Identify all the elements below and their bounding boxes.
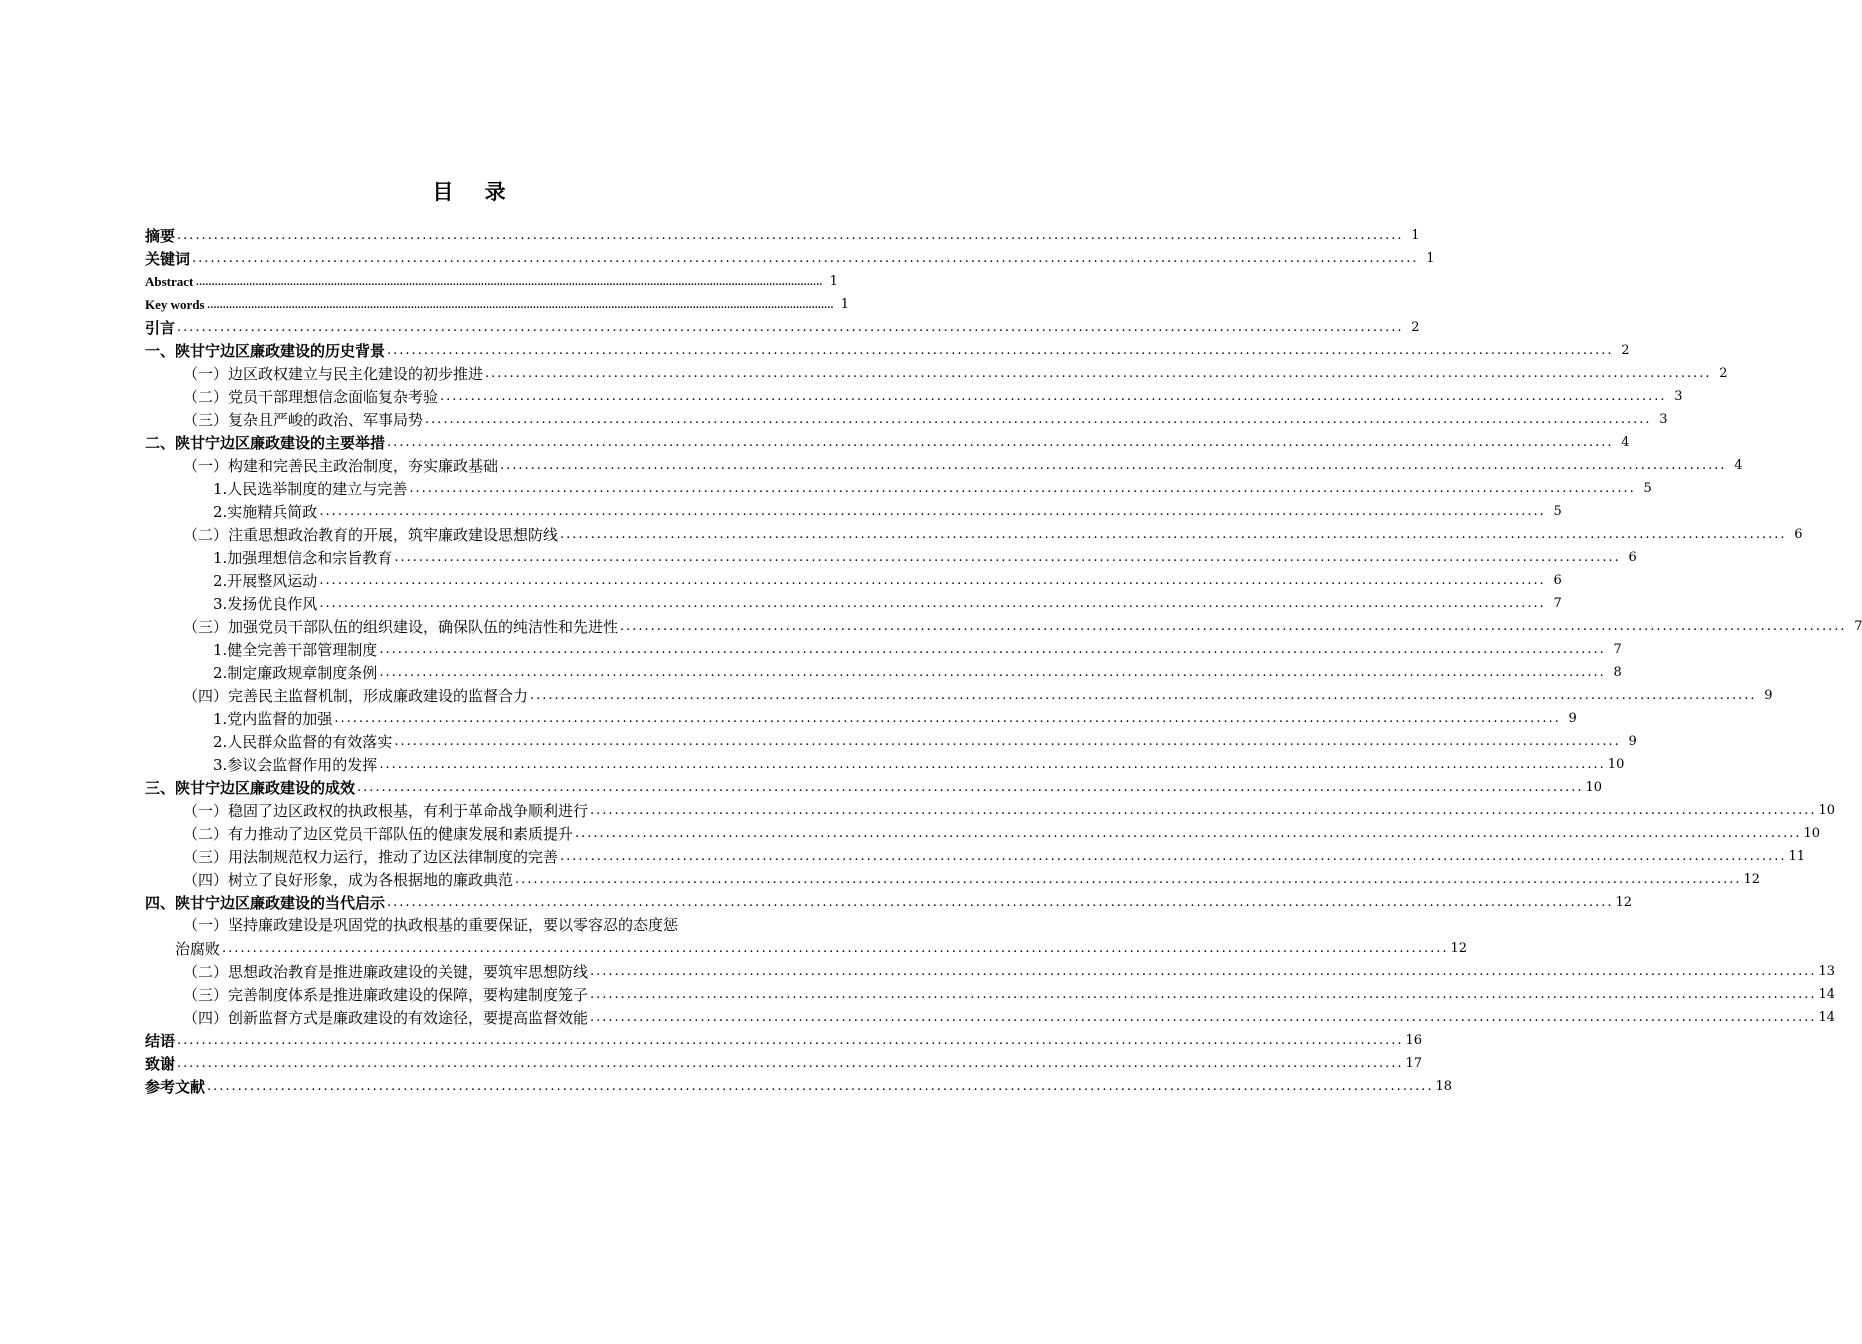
toc-entry[interactable] (145, 385, 1683, 408)
toc-entry[interactable] (145, 707, 1577, 730)
toc-page-number: 11 (1788, 849, 1806, 864)
toc-entry[interactable] (145, 247, 1435, 270)
table-of-contents (145, 224, 1862, 1098)
toc-entry-label: （一）坚持廉政建设是巩固党的执政根基的重要保证，要以零容忍的态度惩 (183, 916, 679, 934)
toc-entry[interactable] (145, 546, 1637, 569)
dot-leader: ........................................................................................................................................................................................................ (575, 826, 1802, 841)
toc-page-number: 12 (1450, 941, 1468, 956)
toc-entry[interactable] (145, 799, 1836, 822)
toc-entry-label: （一）构建和完善民主政治制度，夯实廉政基础 (183, 457, 499, 475)
dot-leader: ........................................................................................................................................................................................................ (319, 573, 1546, 588)
dot-leader: ........................................................................................................................................................................................................ (357, 780, 1584, 795)
toc-entry-label: （四）树立了良好形象，成为各根据地的廉政典范 (183, 871, 514, 889)
toc-entry[interactable] (145, 523, 1803, 546)
dot-leader: ........................................................................................................................................................................................................ (409, 481, 1636, 496)
toc-page-number: 14 (1818, 987, 1836, 1002)
toc-page-number: 16 (1405, 1033, 1423, 1048)
dot-leader: ........................................................................................................................................................................................................ (590, 987, 1817, 1002)
toc-page-number: 10 (1607, 757, 1625, 772)
dot-leader: ........................................................................................................................................................................................................ (590, 964, 1817, 979)
toc-entry[interactable] (145, 868, 1761, 891)
dot-leader: ........................................................................................................................................................................................................ (195, 274, 822, 289)
toc-entry-label: 四、陕甘宁边区廉政建设的当代启示 (145, 894, 386, 912)
toc-entry[interactable] (145, 454, 1743, 477)
dot-leader: ........................................................................................................................................................................................................ (387, 895, 1614, 910)
dot-leader: ........................................................................................................................................................................................................ (560, 527, 1787, 542)
dot-leader: ........................................................................................................................................................................................................ (207, 1079, 1434, 1094)
dot-leader: ........................................................................................................................................................................................................ (620, 619, 1847, 634)
dot-leader: ........................................................................................................................................................................................................ (177, 1033, 1404, 1048)
toc-entry[interactable] (145, 661, 1622, 684)
toc-page-number: 10 (1585, 780, 1603, 795)
dot-leader: ........................................................................................................................................................................................................ (379, 757, 1606, 772)
toc-entry[interactable] (145, 983, 1836, 1006)
toc-entry[interactable] (145, 569, 1562, 592)
toc-page-number: 9 (1568, 711, 1577, 726)
toc-page-number: 12 (1615, 895, 1633, 910)
toc-entry[interactable] (145, 891, 1633, 914)
toc-page-number: 17 (1405, 1056, 1423, 1071)
toc-entry-label: Key words (145, 297, 205, 312)
toc-entry[interactable] (145, 1006, 1836, 1029)
toc-entry-label: 2.制定廉政规章制度条例 (213, 664, 378, 682)
toc-entry-label: （二）思想政治教育是推进廉政建设的关键，要筑牢思想防线 (183, 963, 589, 981)
toc-entry-label: （二）党员干部理想信念面临复杂考验 (183, 388, 439, 406)
toc-page-number: 10 (1818, 803, 1836, 818)
toc-entry[interactable] (145, 638, 1622, 661)
dot-leader: ........................................................................................................................................................................................................ (177, 228, 1404, 243)
toc-entry-label: 1.加强理想信念和宗旨教育 (213, 549, 393, 567)
dot-leader: ........................................................................................................................................................................................................ (387, 435, 1614, 450)
toc-entry[interactable] (145, 1029, 1423, 1052)
toc-page-number: 2 (1719, 366, 1728, 381)
toc-entry[interactable] (145, 822, 1821, 845)
toc-entry-label: Abstract (145, 274, 194, 289)
toc-page-number: 1 (1426, 251, 1435, 266)
toc-page-number: 2 (1621, 343, 1630, 358)
toc-entry-label: 1.党内监督的加强 (213, 710, 333, 728)
toc-page-number: 9 (1628, 734, 1637, 749)
dot-leader: ........................................................................................................................................................................................................ (319, 596, 1546, 611)
toc-page-number: 4 (1734, 458, 1743, 473)
dot-leader: ........................................................................................................................................................................................................ (334, 711, 1561, 726)
dot-leader: ........................................................................................................................................................................................................ (177, 320, 1404, 335)
toc-page-number: 18 (1435, 1079, 1453, 1094)
toc-page-number: 9 (1764, 688, 1773, 703)
dot-leader: ........................................................................................................................................................................................................ (440, 389, 1667, 404)
toc-entry-label: 1.健全完善干部管理制度 (213, 641, 378, 659)
toc-entry-label: 引言 (145, 319, 176, 337)
toc-entry[interactable] (145, 730, 1637, 753)
toc-page-number: 5 (1643, 481, 1652, 496)
toc-entry[interactable] (145, 362, 1728, 385)
toc-entry[interactable] (145, 431, 1630, 454)
toc-entry[interactable] (145, 684, 1773, 707)
toc-page-number: 14 (1818, 1010, 1836, 1025)
toc-entry[interactable] (145, 776, 1603, 799)
toc-entry-label: （一）稳固了边区政权的执政根基，有利于革命战争顺利进行 (183, 802, 589, 820)
dot-leader: ........................................................................................................................................................................................................ (515, 872, 1742, 887)
toc-entry-label: （三）复杂且严峻的政治、军事局势 (183, 411, 424, 429)
dot-leader: ........................................................................................................................................................................................................ (192, 251, 1419, 266)
toc-page-number: 7 (1854, 619, 1862, 634)
toc-entry[interactable] (145, 1075, 1453, 1098)
toc-entry[interactable] (145, 914, 1468, 960)
toc-entry-label: （四）创新监督方式是廉政建设的有效途径，要提高监督效能 (183, 1009, 589, 1027)
toc-entry-label: （四）完善民主监督机制，形成廉政建设的监督合力 (183, 687, 529, 705)
toc-entry-label: 二、陕甘宁边区廉政建设的主要举措 (145, 434, 386, 452)
toc-entry-label: 致谢 (145, 1055, 176, 1073)
dot-leader: ........................................................................................................................................................................................................ (485, 366, 1712, 381)
toc-entry[interactable] (145, 477, 1652, 500)
toc-page-number: 7 (1553, 596, 1562, 611)
dot-leader: ........................................................................................................................................................................................................ (387, 343, 1614, 358)
dot-leader: ........................................................................................................................................................................................................ (394, 550, 1621, 565)
toc-page-number: 6 (1794, 527, 1803, 542)
toc-entry-label: 三、陕甘宁边区廉政建设的成效 (145, 779, 356, 797)
toc-entry-label: 3.发扬优良作风 (213, 595, 318, 613)
dot-leader: ........................................................................................................................................................................................................ (379, 642, 1606, 657)
dot-leader: ........................................................................................................................................................................................................ (379, 665, 1606, 680)
toc-entry-label: 2.开展整风运动 (213, 572, 318, 590)
toc-entry-label: 2.实施精兵简政 (213, 503, 318, 521)
toc-page-number: 1 (840, 297, 850, 312)
toc-entry-label: （三）用法制规范权力运行，推动了边区法律制度的完善 (183, 848, 559, 866)
toc-entry-label: 3.参议会监督作用的发挥 (213, 756, 378, 774)
toc-page-number: 6 (1628, 550, 1637, 565)
dot-leader: ........................................................................................................................................................................................................ (319, 504, 1546, 519)
dot-leader: ........................................................................................................................................................................................................ (560, 849, 1787, 864)
toc-entry[interactable] (145, 615, 1862, 638)
toc-entry-label: 1.人民选举制度的建立与完善 (213, 480, 408, 498)
toc-entry-label-continued: 治腐败 (175, 940, 221, 958)
dot-leader: ........................................................................................................................................................................................................ (590, 803, 1817, 818)
toc-page-number: 2 (1411, 320, 1420, 335)
toc-page-number: 3 (1659, 412, 1668, 427)
toc-entry-label: 2.人民群众监督的有效落实 (213, 733, 393, 751)
dot-leader: ........................................................................................................................................................................................................ (206, 297, 834, 312)
toc-entry[interactable] (145, 316, 1420, 339)
toc-entry[interactable] (145, 960, 1836, 983)
toc-entry[interactable] (145, 224, 1420, 247)
toc-entry-label: 结语 (145, 1032, 176, 1050)
toc-page-number: 8 (1613, 665, 1622, 680)
toc-entry-label: 一、陕甘宁边区廉政建设的历史背景 (145, 342, 386, 360)
toc-page-number: 3 (1674, 389, 1683, 404)
dot-leader: ........................................................................................................................................................................................................ (177, 1056, 1404, 1071)
toc-page-number: 5 (1553, 504, 1562, 519)
dot-leader: ........................................................................................................................................................................................................ (394, 734, 1621, 749)
toc-page-number: 1 (1411, 228, 1420, 243)
toc-page-number: 6 (1553, 573, 1562, 588)
toc-page-number: 7 (1613, 642, 1622, 657)
toc-entry-label: （三）完善制度体系是推进廉政建设的保障，要构建制度笼子 (183, 986, 589, 1004)
toc-entry[interactable] (145, 1052, 1423, 1075)
dot-leader: ........................................................................................................................................................................................................ (425, 412, 1652, 427)
toc-entry-label: 摘要 (145, 227, 176, 245)
toc-page-number: 12 (1743, 872, 1761, 887)
toc-page-number: 10 (1803, 826, 1821, 841)
dot-leader: ........................................................................................................................................................................................................ (500, 458, 1727, 473)
toc-entry-label: 关键词 (145, 250, 191, 268)
toc-page-number: 1 (829, 274, 838, 289)
toc-entry[interactable] (145, 408, 1668, 431)
toc-entry-label: （一）边区政权建立与民主化建设的初步推进 (183, 365, 484, 383)
toc-entry-label: 参考文献 (145, 1078, 206, 1096)
toc-entry[interactable] (145, 500, 1562, 523)
toc-entry[interactable] (145, 845, 1806, 868)
toc-entry-label: （二）注重思想政治教育的开展，筑牢廉政建设思想防线 (183, 526, 559, 544)
toc-entry[interactable] (145, 753, 1625, 776)
toc-page-number: 4 (1621, 435, 1630, 450)
dot-leader: ........................................................................................................................................................................................................ (590, 1010, 1817, 1025)
dot-leader: ........................................................................................................................................................................................................ (530, 688, 1757, 703)
toc-page-number: 13 (1818, 964, 1836, 979)
dot-leader: ........................................................................................................................................................................................................ (222, 941, 1449, 956)
toc-entry[interactable] (145, 339, 1630, 362)
toc-entry-label: （三）加强党员干部队伍的组织建设，确保队伍的纯洁性和先进性 (183, 618, 619, 636)
toc-entry[interactable] (145, 592, 1562, 615)
page-title: 目 录 (432, 180, 518, 204)
toc-entry-label: （二）有力推动了边区党员干部队伍的健康发展和素质提升 (183, 825, 574, 843)
toc-entry[interactable] (145, 293, 850, 316)
toc-entry[interactable] (145, 270, 838, 293)
